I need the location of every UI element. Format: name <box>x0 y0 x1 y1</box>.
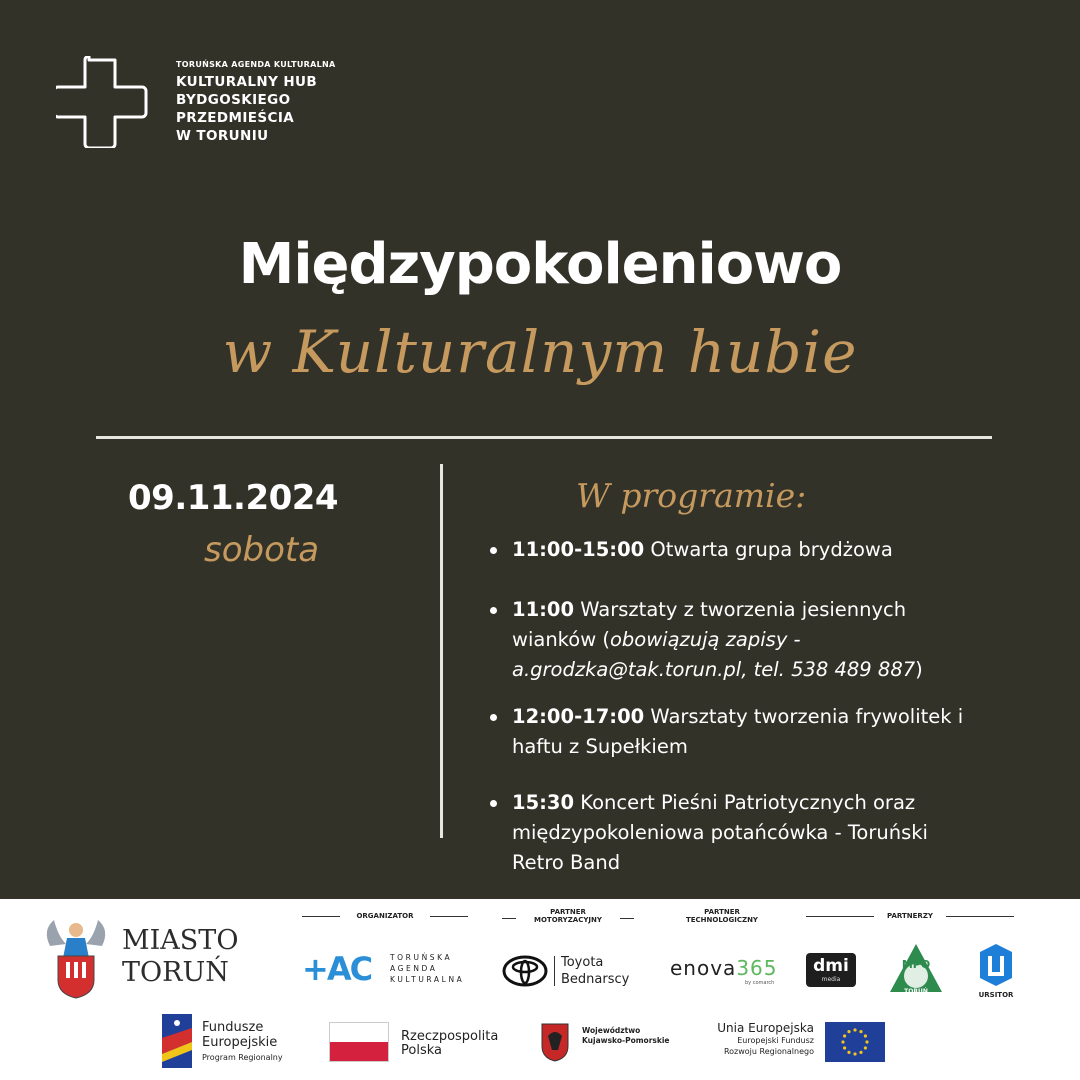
moto-label <box>516 908 620 924</box>
bullet-icon <box>490 607 497 614</box>
ue-line-small: Europejski Fundusz <box>737 1036 814 1045</box>
toyota-line: Toyota <box>561 955 604 970</box>
enova-number: 365 <box>736 956 778 980</box>
label-line <box>430 916 468 917</box>
label-line <box>806 916 874 917</box>
ue-line-small: Rozwoju Regionalnego <box>723 1047 814 1056</box>
ue-line: Unia Europejska <box>717 1021 814 1035</box>
program-item <box>512 702 982 762</box>
eu-flag-icon <box>825 1022 885 1062</box>
tak-logo-text <box>390 952 464 985</box>
city-line: TORUŃ <box>122 957 229 988</box>
mpo-name: MPO <box>901 958 931 971</box>
ursitor-name: URSITOR <box>978 991 1014 999</box>
ursitor-logo-icon <box>976 942 1016 990</box>
label-line-text: TECHNOLOGICZNY <box>685 916 758 924</box>
poland-flag-icon <box>329 1022 389 1062</box>
label-line <box>302 916 340 917</box>
enova-sub: by comarch <box>745 980 775 986</box>
tak-logo-mark: +AC <box>302 950 372 988</box>
horizontal-divider <box>96 436 992 439</box>
event-date: 09.11.2024 <box>128 478 339 518</box>
toyota-line: Bednarscy <box>561 972 630 987</box>
vertical-divider <box>440 464 443 838</box>
page-title: Międzypokoleniowo <box>238 232 842 297</box>
dmi-name: dmi <box>813 956 849 976</box>
label-line <box>946 916 1014 917</box>
woj-line: Województwo <box>582 1026 641 1035</box>
toyota-text <box>561 954 629 988</box>
program-item <box>512 535 982 565</box>
bullet-icon <box>490 714 497 721</box>
partners-label: PARTNERZY <box>887 912 933 920</box>
program-time: 11:00 <box>512 598 575 621</box>
rp-line: Rzeczpospolita <box>401 1029 499 1044</box>
woj-text <box>582 1026 670 1046</box>
hub-line: W TORUNIU <box>176 128 269 144</box>
label-line <box>502 918 516 919</box>
tech-label <box>660 908 784 924</box>
program-text: Otwarta grupa brydżowa <box>644 538 893 561</box>
mpo-sub: TORUŃ <box>904 988 928 995</box>
tak-line: KULTURALNA <box>390 975 465 984</box>
hub-line: KULTURALNY HUB <box>176 74 318 90</box>
dmi-sub: media <box>821 976 841 983</box>
toyota-icon <box>502 955 548 987</box>
tak-line: TORUŃSKA <box>390 953 453 962</box>
ue-text <box>700 1022 814 1057</box>
enova-logo <box>670 956 778 980</box>
program-text: Warsztaty tworzenia frywolitek i haftu z Supełkiem <box>512 705 964 758</box>
fe-line: Europejskie <box>202 1035 278 1050</box>
label-line-text: PARTNER <box>550 908 586 916</box>
program-time: 15:30 <box>512 791 575 814</box>
program-time: 12:00-17:00 <box>512 705 645 728</box>
tak-line: AGENDA <box>390 964 438 973</box>
rp-line: Polska <box>401 1043 442 1058</box>
program-text: Warsztaty z tworzenia jesiennych wianków ( <box>512 598 907 651</box>
fe-line: Fundusze <box>202 1020 264 1035</box>
rp-text <box>401 1030 498 1058</box>
program-heading: W programie: <box>576 476 807 515</box>
label-line-text: MOTORYZACYJNY <box>534 916 602 924</box>
organizer-label: ORGANIZATOR <box>356 912 414 920</box>
city-line: MIASTO <box>122 925 239 956</box>
label-line-text: PARTNER <box>704 908 740 916</box>
bullet-icon <box>490 547 497 554</box>
page-subtitle: w Kulturalnym hubie <box>222 318 858 386</box>
hub-line: PRZEDMIEŚCIA <box>176 110 295 126</box>
program-text: Koncert Pieśni Patriotycznych oraz międzypokoleniowa potańcówka - Toruński Retro Band <box>512 791 928 874</box>
woj-crest-icon <box>540 1022 570 1062</box>
program-item <box>512 788 982 878</box>
fe-line-small: Program Regionalny <box>202 1053 283 1062</box>
hub-name <box>176 60 336 145</box>
toyota-divider <box>554 956 555 986</box>
city-name <box>122 925 238 989</box>
fe-logo-icon <box>162 1014 192 1068</box>
program-note: obowiązują zapisy - a.grodzka@tak.torun.pl, tel. 538 489 887 <box>512 628 916 681</box>
fe-text <box>202 1020 283 1065</box>
program-text-tail: ) <box>915 658 923 681</box>
label-line <box>620 918 634 919</box>
program-time: 11:00-15:00 <box>512 538 645 561</box>
program-item <box>512 595 982 685</box>
woj-line: Kujawsko-Pomorskie <box>582 1036 670 1045</box>
torun-crest-icon <box>40 916 112 1000</box>
cross-outline-icon <box>56 56 148 148</box>
bullet-icon <box>490 800 497 807</box>
event-day: sobota <box>204 530 320 570</box>
org-small-label: TORUŃSKA AGENDA KULTURALNA <box>176 60 336 69</box>
enova-name: enova <box>670 956 737 980</box>
hub-line: BYDGOSKIEGO <box>176 92 291 108</box>
